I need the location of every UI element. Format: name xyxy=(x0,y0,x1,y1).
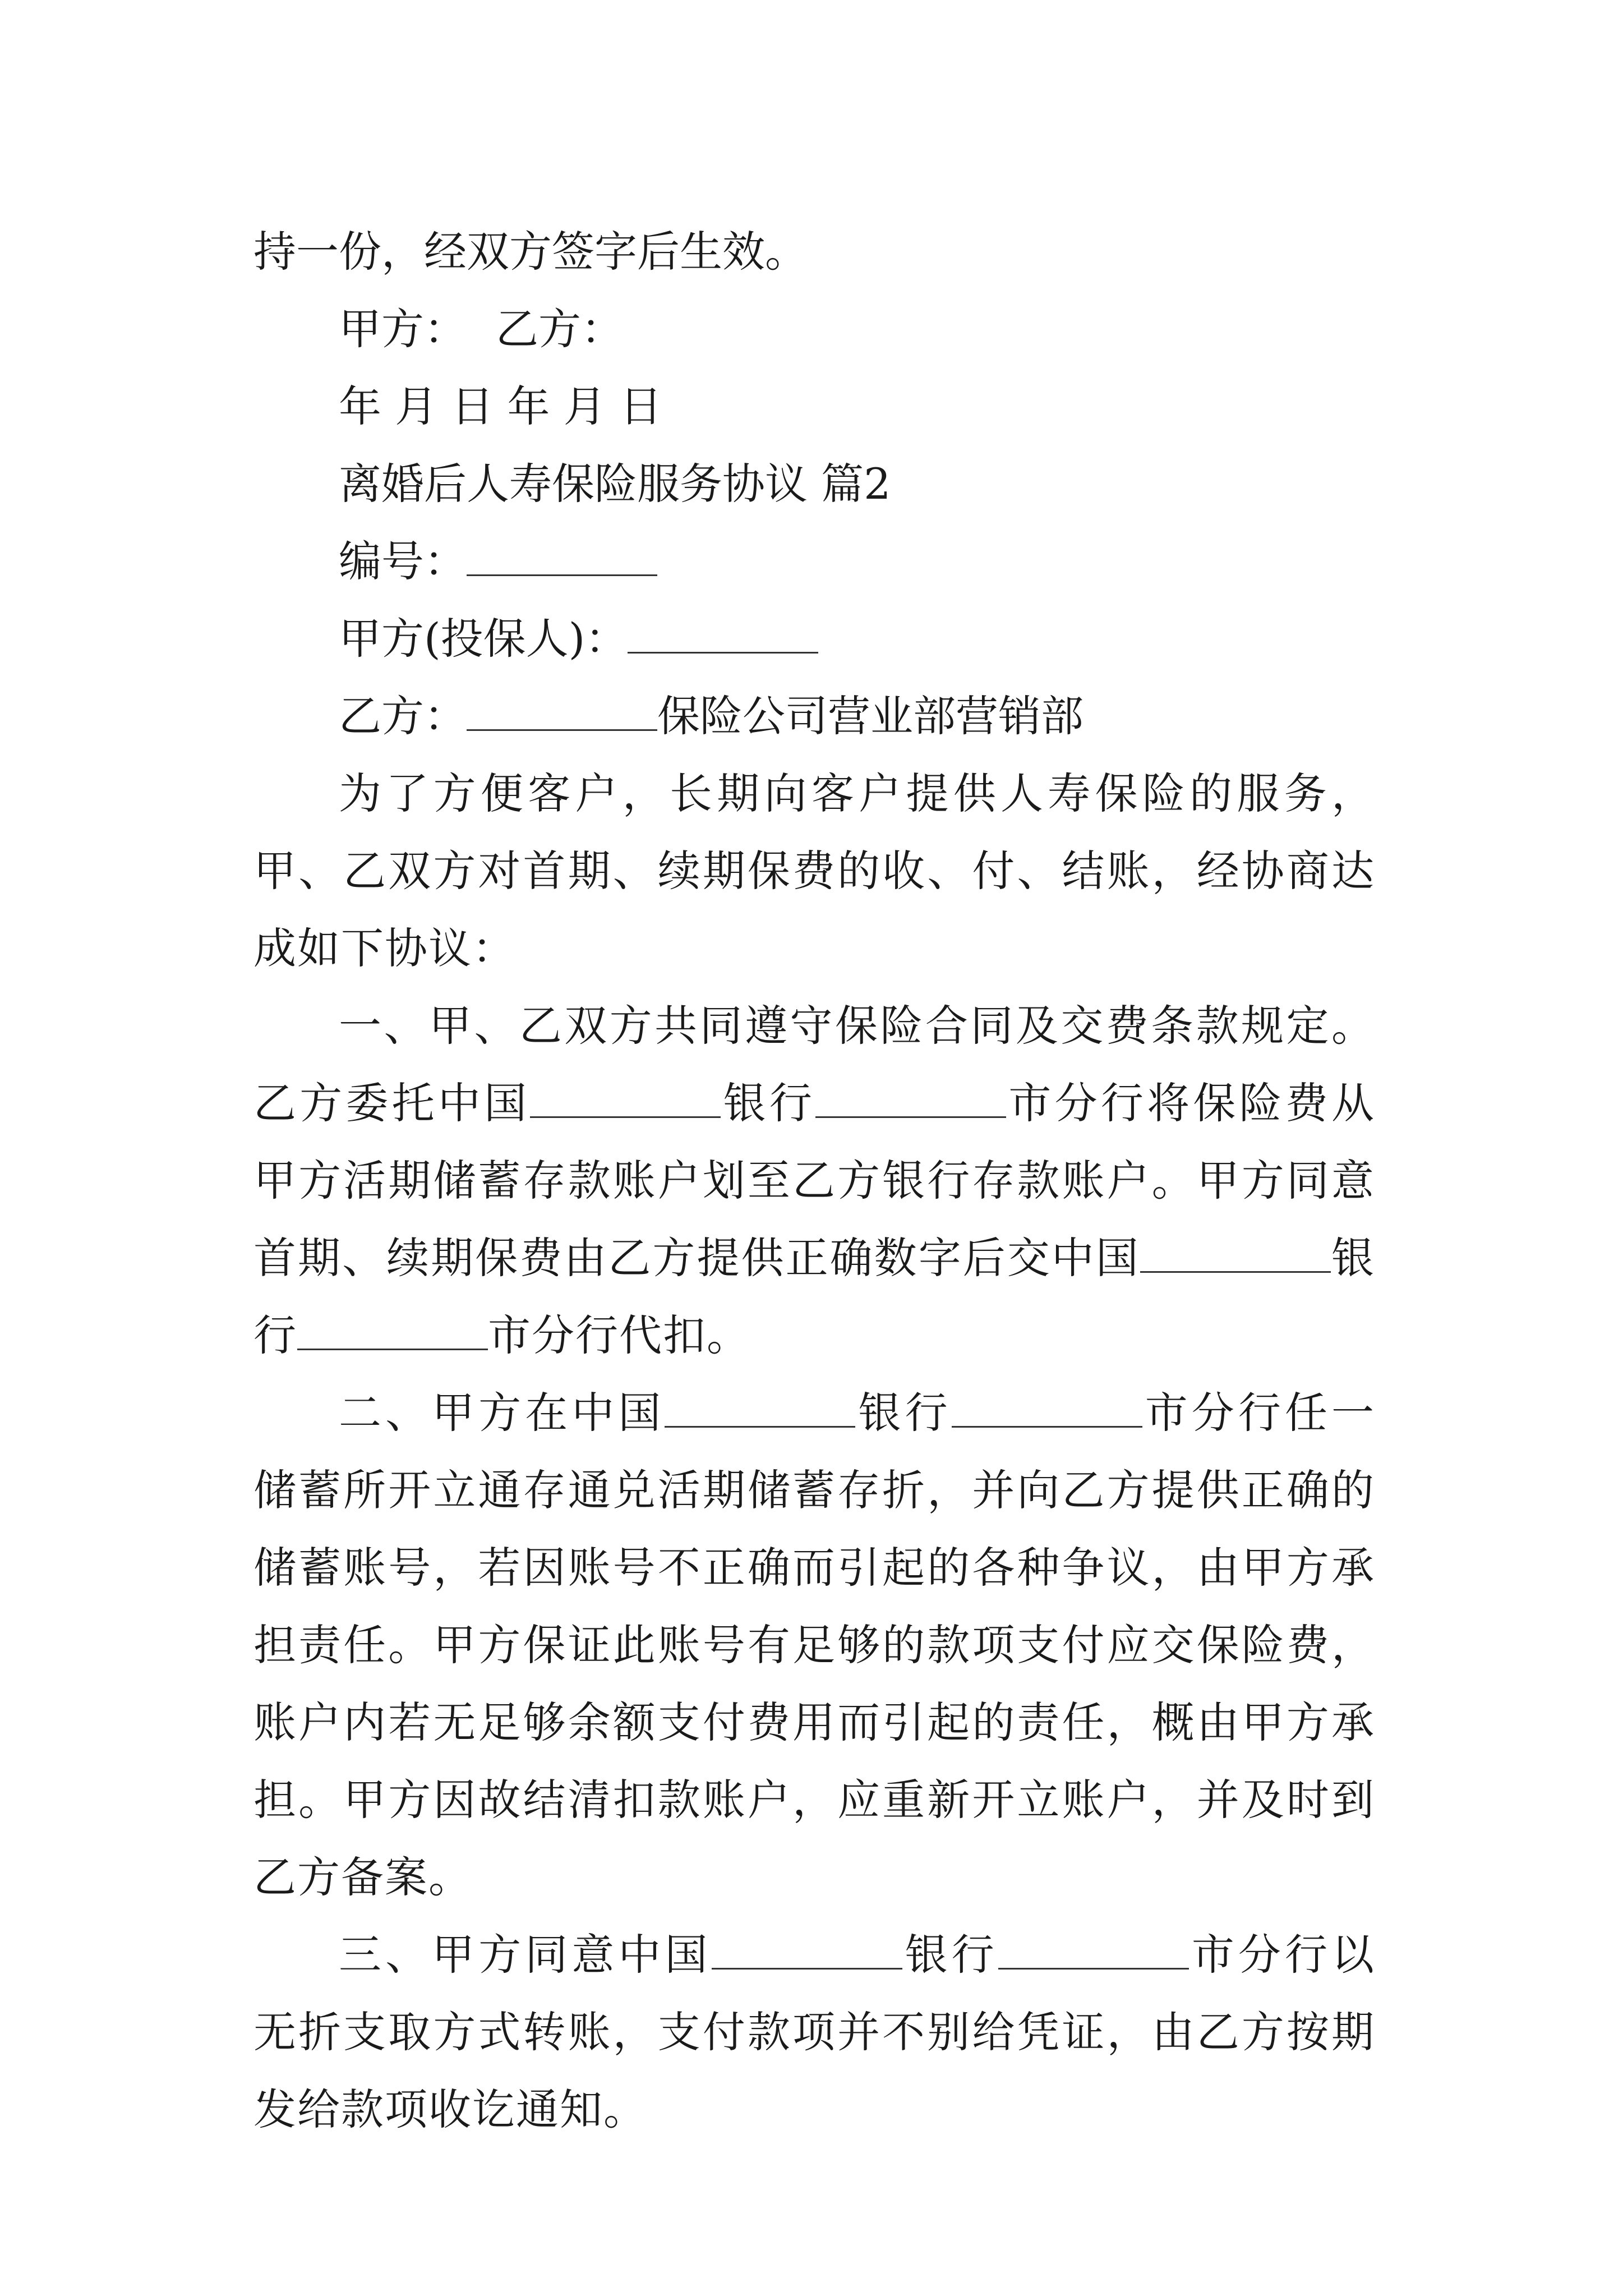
clause-3: 三、甲方同意中国 银行 市分行以无折支取方式转账，支付款项并不别给凭证，由乙方按期发给款项收讫通知。 xyxy=(253,1930,1376,2134)
closing-line: 持一份，经双方签字后生效。 xyxy=(253,227,808,277)
date-text: 年 月 日 年 月 日 xyxy=(339,381,662,431)
clause-2: 二、甲方在中国 银行 市分行任一储蓄所开立通存通兑活期储蓄存折，并向乙方提供正确的储蓄账号，若因账号不正确而引起的各种争议，由甲方承担责任。甲方保证此账号有足够的款项支付应交保险费，账户内若无足够余额支付费用而引起的责任，概由甲方承担。甲方因故结清扣款账户，应重新开立账户，并及时到乙方备案。 xyxy=(253,1388,1376,1902)
number-line xyxy=(253,523,1375,600)
party-b-company-line xyxy=(253,678,1375,755)
section-title: 离婚后人寿保险服务协议 篇2 xyxy=(339,459,891,509)
branch-blank xyxy=(998,1934,1189,1970)
company-blank xyxy=(467,696,657,731)
section-title-line xyxy=(253,445,1375,523)
signature-line xyxy=(253,291,1375,368)
bank-blank xyxy=(1140,1237,1331,1273)
party-a-label: 甲方： xyxy=(339,304,467,354)
party-a-insured-line xyxy=(253,600,1375,678)
bank-blank xyxy=(665,1392,855,1428)
clause-1: 一、甲、乙双方共同遵守保险合同及交费条款规定。乙方委托中国 银行 市分行将保险费从甲方活期储蓄存款账户划至乙方银行存款账户。甲方同意首期、续期保费由乙方提供正确数字后交中国 银行 市分行代扣。 xyxy=(253,1001,1376,1360)
branch-blank xyxy=(815,1083,1006,1118)
party-b-company-suffix: 保险公司营业部营销部 xyxy=(657,691,1083,741)
date-line xyxy=(253,368,1375,445)
party-a-blank xyxy=(628,618,818,654)
party-a-insured-label: 甲方(投保人)： xyxy=(339,614,628,664)
number-label: 编号： xyxy=(339,536,467,586)
party-b-company-label: 乙方： xyxy=(339,691,467,741)
bank-blank xyxy=(530,1083,721,1118)
party-b-label: 乙方： xyxy=(496,304,624,354)
intro-paragraph: 为了方便客户，长期向客户提供人寿保险的服务，甲、乙双方对首期、续期保费的收、付、结账，经协商达成如下协议： xyxy=(253,769,1375,973)
document-body xyxy=(253,213,1375,2148)
text-line xyxy=(253,213,1375,291)
branch-blank xyxy=(297,1315,488,1350)
bank-blank xyxy=(712,1934,902,1970)
number-blank xyxy=(467,541,657,576)
branch-blank xyxy=(952,1392,1142,1428)
